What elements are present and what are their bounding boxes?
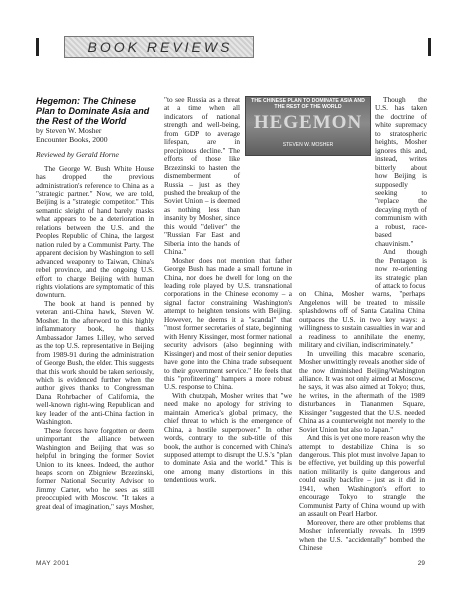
paragraph: The book at hand is penned by veteran anti-China hawk, Steven W. Mosher. In the afterword to this highly inflammatory book, he thanks Ambassador James Lilley, who served as the top U.S. representative in Beijing from 1989-91 during the administration of George Bush, the elder. This suggests that this work should be taken seriously, which is evidenced further when the author gives thanks to Congressman Dana Rohrbacher of California, the well-known right-wing Republican and key leader of the anti-China faction in Washington.	[36, 298, 154, 427]
book-title: Hegemon: The Chinese Plan to Dominate Asia and the Rest of the World	[36, 96, 150, 126]
paragraph: The George W. Bush White House has dropped the previous administration's reference to China as a "strategic partner." Now, we are told, Beijing is a "strategic competitor." This semantic sleight of hand barely masks what appears to be a deterioration in relations between the U.S. and the Peoples Republic of China, the largest nation ruled by a Communist Party. The apparent decision by Washington to sell advanced weaponry to Taiwan, China's rebel province, and the ongoing U.S. effort to charge Beijing with human rights violations are symptomatic of this downturn.	[36, 163, 154, 300]
issue-date: MAY 2001	[36, 560, 70, 567]
paragraph: And though the Pentagon is now re-orienting its strategic plan of attack to focus	[375, 247, 427, 290]
paragraph: "to see Russia as a threat at a time when all indicators of national strength and well-being, from GDP to average lifespan, are in precipitous decline." The efforts of those like Brzezinski to hasten the dismemberment of Russia – just as they pushed the breakup of the Soviet Union – is deemed as nothing less than insanity by Mosher, since this would "deliver" the "Russian Far East and Siberia into the hands of China."	[164, 95, 240, 257]
column-3	[299, 96, 425, 552]
paragraph: With chutzpah, Mosher writes that "we need make no apology for striving to maintain America's global primacy, the chief threat to which is the emergence of China, a hostile superpower." In other words, contrary to the sub-title of this book, the author is concerned with China's supposed attempt to disrupt the U.S.'s "plan to dominate Asia and the world." This is one among many distortions in this tendentious work.	[164, 390, 292, 485]
book-author: by Steven W. Mosher	[36, 126, 102, 135]
reviewer-credit: Reviewed by Gerald Horne	[36, 150, 119, 160]
header-rule-left	[36, 38, 39, 56]
cover-subtitle-text: THE CHINESE PLAN TO DOMINATE ASIA AND THE REST OF THE WORLD	[251, 98, 365, 110]
column-1	[36, 96, 154, 511]
paragraph: Moreover, there are other problems that Mosher inferentially reveals. In 1999 when the U.S. "accidentally" bombed the Chinese	[299, 517, 425, 553]
section-header	[36, 36, 431, 58]
cover-author-text: STEVEN W. MOSHER	[282, 142, 334, 148]
book-publisher: Encounter Books, 2000	[36, 134, 108, 144]
paragraph: Mosher does not mention that father George Bush has made a small fortune in China, nor does he dwell for long on the leading role played by U.S. transnational corporations in the Chinese economy – a signal factor constraining Washington's attempt to heighten tensions with Beijing. However, he deems it a "scandal" that "most former secretaries of state, beginning with Henry Kissinger, most former national security advisors (also beginning with Kissinger) and most of their senior deputies have gone into the China trade subsequent to their government service." He feels that this "profiteering" hampers a more robust U.S. response to China.	[164, 255, 292, 392]
cover-title-text: HEGEMON	[253, 112, 363, 133]
column-2	[164, 96, 292, 485]
section-title: BOOK REVIEWS	[87, 39, 233, 55]
page-number: 29	[417, 560, 425, 567]
paragraph: These forces have forgotten or deem unimportant the alliance between Washington and Beijing that was so helpful in bringing the former Soviet Union to its knees. Indeed, the author heaps scorn on Zbigniew Brzezinski, former National Security Advisor to Jimmy Carter, who he sees as still preoccupied with Moscow. "It takes a great deal of imagination," says Mosher,	[36, 425, 154, 511]
paragraph: on China, Mosher warns, "perhaps Angelenos will be treated to missile splashdowns off of Santa Catalina China outpaces the U.S. in two key ways: a willingness to sustain casualties in war and a readiness to annihilate the enemy, military and civilian, indiscriminately."	[299, 289, 425, 350]
paragraph: Though the U.S. has taken the doctrine of white supremacy to stratospheric heights, Mosher ignores this and, instead, writes bitterly about how Beijing is supposedly seeking to "replace the decaying myth of communism with a robust, race-based chauvinism."	[375, 95, 427, 248]
paragraph: In unveiling this macabre scenario, Mosher unwittingly reveals another side of the now diminished Beijing/Washington alliance. It was not only aimed at Moscow, he says, it was also aimed at Tokyo; thus, he writes, in the aftermath of the 1989 disturbances in Tiananmen Square, Kissinger "suggested that the U.S. needed China as a counterweight not merely to the Soviet Union but also to Japan."	[299, 348, 425, 434]
paragraph: And this is yet one more reason why the attempt to destabilize China is so dangerous. This plot must involve Japan to be effective, yet building up this powerful nation militarily is quite dangerous and could easily backfire – just as it did in 1941, when Washington's effort to encourage Tokyo to strangle the Communist Party of China wound up with an assault on Pearl Harbor.	[299, 433, 425, 519]
header-banner	[64, 36, 254, 58]
header-rule-right	[428, 38, 431, 56]
